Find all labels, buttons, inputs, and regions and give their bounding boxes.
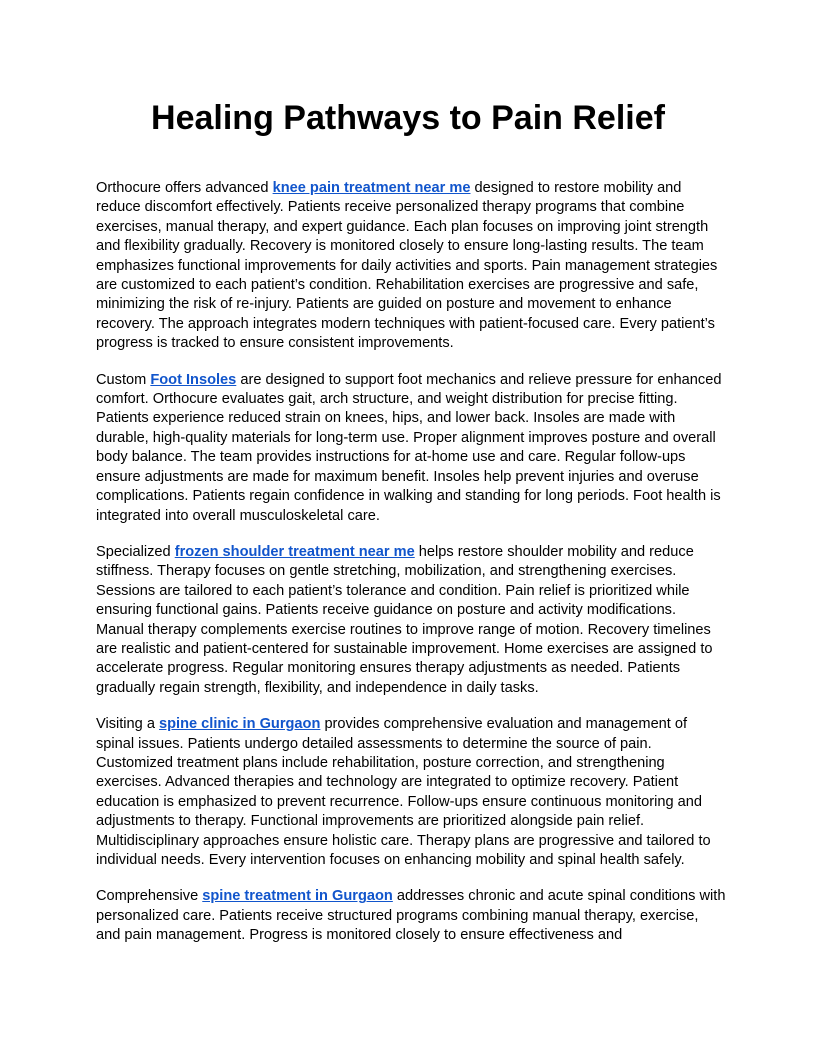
link-spine-clinic-gurgaon[interactable]: spine clinic in Gurgaon xyxy=(159,716,321,733)
paragraph-text-before: Specialized xyxy=(96,543,175,560)
link-frozen-shoulder-treatment[interactable]: frozen shoulder treatment near me xyxy=(174,543,415,560)
paragraph-text-after: designed to restore mobility and reduce discomfort effectively. Patients receive personalized therapy programs that combine exercises, manual therapy, and expert guidance. Each plan focuses on improving joint strength and flexibility gradually. Recovery is monitored closely to ensure long-lasting results. The team emphasizes functional improvements for daily activities and sports. Pain management strategies are customized to each patient’s condition. Rehabilitation exercises are progressive and safe, minimizing the risk of re-injury. Patients are guided on posture and movement to enhance recovery. The approach integrates modern techniques with patient-focused care. Every patient’s progress is tracked to ensure consistent improvements. xyxy=(96,180,718,352)
paragraph-text-before: Orthocure offers advanced xyxy=(96,180,273,196)
link-foot-insoles[interactable]: Foot Insoles xyxy=(150,371,237,388)
paragraph-text-after: provides comprehensive evaluation and management of spinal issues. Patients undergo detailed assessments to determine the source of pain. Customized treatment plans include rehabilitation, posture correction, and strengthening exercises. Advanced therapies and technology are integrated to optimize recovery. Patient education is emphasized to prevent recurrence. Follow-ups ensure continuous monitoring and adjustments to therapy. Functional improvements are prioritized alongside pain relief. Multidisciplinary approaches ensure holistic care. Therapy plans are progressive and tailored to individual needs. Every intervention focuses on enhancing mobility and spinal health safely. xyxy=(96,716,711,868)
paragraph-text-after: helps restore shoulder mobility and reduce stiffness. Therapy focuses on gentle stretching, mobilization, and strengthening exercises. Sessions are tailored to each patient’s tolerance and condition. Pain relief is prioritized while ensuring functional gains. Patients receive guidance on posture and activity modifications. Manual therapy complements exercise routines to improve range of motion. Recovery timelines are realistic and patient-centered for sustainable improvement. Home exercises are assigned to accelerate progress. Regular monitoring ensures therapy adjustments as needed. Patients gradually regain strength, flexibility, and independence in daily tasks. xyxy=(96,543,713,696)
paragraph-text-before: Comprehensive xyxy=(96,888,203,905)
page-title: Healing Pathways to Pain Relief xyxy=(151,99,665,137)
paragraph-spine-clinic xyxy=(96,715,726,870)
paragraph-knee-pain xyxy=(96,179,726,354)
paragraph-spine-treatment xyxy=(96,887,726,945)
link-spine-treatment-gurgaon[interactable]: spine treatment in Gurgaon xyxy=(202,888,393,905)
paragraph-frozen-shoulder xyxy=(96,543,726,698)
document-body xyxy=(96,179,726,963)
paragraph-text-before: Visiting a xyxy=(96,716,160,733)
paragraph-foot-insoles xyxy=(96,371,726,526)
paragraph-text-after: are designed to support foot mechanics and relieve pressure for enhanced comfort. Orthocure evaluates gait, arch structure, and weight distribution for precise fitting. Patients experience reduced strain on knees, hips, and lower back. Insoles are made with durable, high-quality materials for long-term use. Proper alignment improves posture and overall body balance. The team provides instructions for at-home use and care. Regular follow-ups ensure adjustments are made for maximum benefit. Insoles help prevent injuries and overuse complications. Patients regain confidence in walking and standing for long periods. Foot health is integrated into overall musculoskeletal care. xyxy=(96,371,722,524)
link-knee-pain-treatment[interactable]: knee pain treatment near me xyxy=(272,180,471,196)
paragraph-text-after: addresses chronic and acute spinal conditions with personalized care. Patients receive structured programs combining manual therapy, exercise, and pain management. Progress is monitored closely to ensure effectiveness and xyxy=(96,888,726,944)
paragraph-text-before: Custom xyxy=(96,371,151,388)
